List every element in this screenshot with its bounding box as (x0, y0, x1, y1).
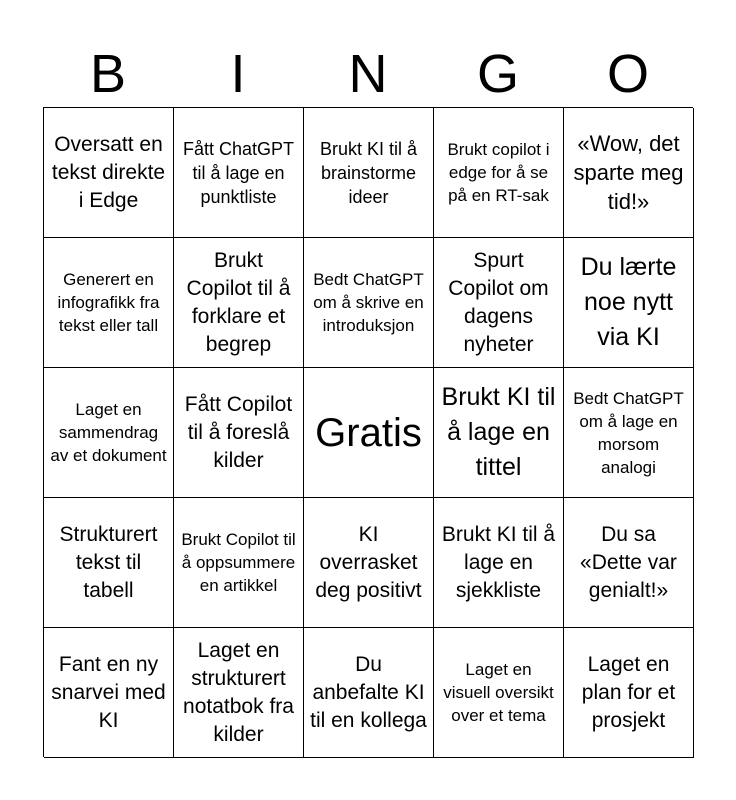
cell-text: Fått Copilot til å foreslå kilder (184, 392, 293, 472)
bingo-cell[interactable] (304, 628, 434, 758)
bingo-cell[interactable] (304, 498, 434, 628)
cell-text: «Wow, det sparte meg tid!» (573, 131, 684, 214)
bingo-cell[interactable] (564, 498, 694, 628)
cell-text: Brukt KI til å lage en tittel (441, 383, 556, 481)
cell-text: Laget en plan for et prosjekt (581, 652, 676, 732)
bingo-cell[interactable] (44, 498, 174, 628)
bingo-cell[interactable] (434, 628, 564, 758)
bingo-cell[interactable] (174, 108, 304, 238)
cell-text: Brukt Copilot til å forklare et begrep (186, 248, 291, 356)
free-space-cell[interactable] (304, 368, 434, 498)
bingo-cell[interactable] (434, 368, 564, 498)
bingo-cell[interactable] (564, 108, 694, 238)
header-letter-n: N (348, 44, 388, 104)
cell-text: Bedt ChatGPT om å skrive en introduksjon (313, 270, 424, 335)
bingo-cell[interactable] (174, 368, 304, 498)
cell-text: Spurt Copilot om dagens nyheter (448, 248, 549, 356)
header-letter-b: B (89, 44, 127, 104)
bingo-cell[interactable] (304, 238, 434, 368)
bingo-cell[interactable] (44, 628, 174, 758)
cell-text: Bedt ChatGPT om å lage en morsom analogi (573, 388, 684, 477)
bingo-cell[interactable] (564, 238, 694, 368)
cell-text: Brukt KI til å brainstorme ideer (319, 138, 418, 207)
cell-text: Du sa «Dette var genialt!» (580, 522, 677, 602)
cell-text: Du lærte noe nytt via KI (580, 253, 677, 351)
header-letter-i: I (230, 44, 246, 104)
bingo-cell[interactable] (434, 108, 564, 238)
cell-text: Oversatt en tekst direkte i Edge (51, 132, 166, 212)
free-space-text: Gratis (315, 410, 422, 455)
cell-text: KI overrasket deg positivt (315, 522, 422, 602)
cell-text: Du anbefalte KI til en kollega (310, 652, 427, 732)
bingo-card-grid (43, 107, 693, 757)
bingo-cell[interactable] (174, 498, 304, 628)
bingo-header (43, 40, 693, 108)
bingo-cell[interactable] (564, 368, 694, 498)
cell-text: Brukt KI til å lage en sjekkliste (441, 522, 556, 602)
bingo-cell[interactable] (44, 238, 174, 368)
cell-text: Laget en visuell oversikt over et tema (443, 660, 554, 725)
cell-text: Brukt Copilot til å oppsummere en artikkel (181, 530, 296, 595)
bingo-cell[interactable] (564, 628, 694, 758)
cell-text: Laget en sammendrag av et dokument (50, 400, 167, 465)
cell-text: Brukt copilot i edge for å se på en RT-sak (447, 140, 550, 205)
cell-text: Generert en infografikk fra tekst eller tall (57, 270, 160, 335)
header-letter-o: O (606, 44, 649, 104)
bingo-cell[interactable] (174, 628, 304, 758)
cell-text: Strukturert tekst til tabell (59, 522, 158, 602)
bingo-cell[interactable] (434, 238, 564, 368)
bingo-cell[interactable] (174, 238, 304, 368)
bingo-cell[interactable] (304, 108, 434, 238)
bingo-cell[interactable] (44, 108, 174, 238)
cell-text: Laget en strukturert notatbok fra kilder (183, 638, 294, 746)
bingo-cell[interactable] (44, 368, 174, 498)
cell-text: Fått ChatGPT til å lage en punktliste (182, 138, 295, 207)
cell-text: Fant en ny snarvei med KI (51, 652, 166, 732)
header-letter-g: G (476, 44, 519, 104)
bingo-cell[interactable] (434, 498, 564, 628)
